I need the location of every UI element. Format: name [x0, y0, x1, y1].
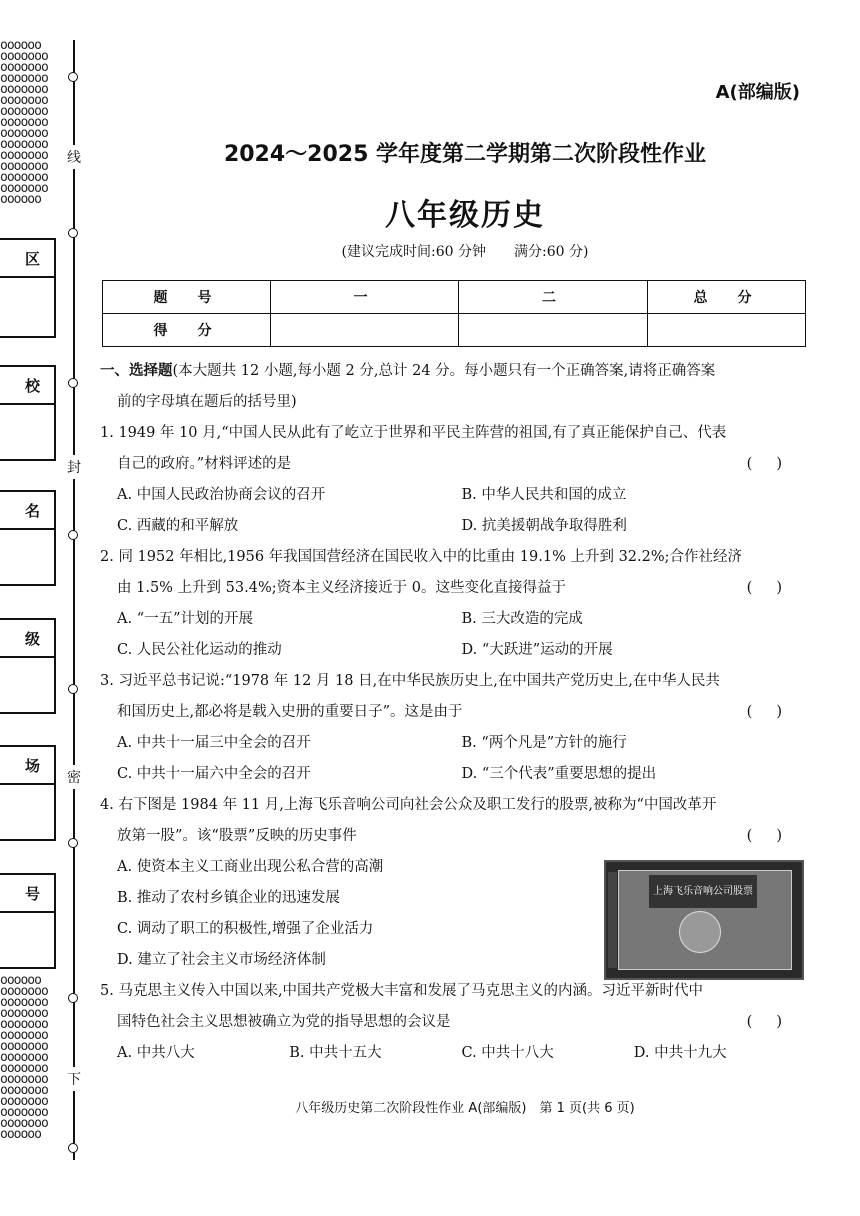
field-exam-room[interactable]	[0, 745, 56, 841]
question-2-options	[100, 635, 806, 666]
stock-image-caption: 上海飞乐音响公司股票	[649, 875, 757, 908]
stock-certificate-image	[604, 860, 804, 980]
option: B. 中华人民共和国的成立	[461, 487, 627, 503]
option: A. 中国人民政治协商会议的召开	[117, 487, 326, 503]
time-note: (建议完成时间:60 分钟 满分:60 分)	[341, 244, 589, 260]
answer-blank[interactable]: ()	[746, 1014, 806, 1030]
question-3-options	[100, 728, 806, 759]
answer-blank[interactable]: ()	[746, 704, 806, 720]
page-title: 2024～2025 学年度第二学期第二次阶段性作业	[223, 142, 707, 167]
table-row	[103, 314, 806, 347]
field-label: 号	[0, 875, 54, 913]
question-1-options	[100, 511, 806, 542]
table-cell: 一	[271, 281, 459, 314]
answer-blank[interactable]: ()	[746, 580, 806, 596]
option: D. 建立了社会主义市场经济体制	[117, 952, 326, 968]
field-district[interactable]	[0, 238, 56, 338]
option: D. 抗美援朝战争取得胜利	[461, 518, 627, 534]
option: A. 使资本主义工商业出现公私合营的高潮	[117, 859, 384, 875]
binding-char-feng: 封	[66, 455, 82, 479]
binding-circle	[68, 838, 78, 848]
score-cell[interactable]	[648, 314, 806, 347]
binding-dots-bottom: oooooo ooooooo ooooooo ooooooo ooooooo ooooooo ooooooo ooooooo ooooooo ooooooo ooooooo ooooooo ooooooo ooooooo oooooo	[0, 975, 48, 1142]
binding-char-xian: 线	[66, 145, 82, 169]
binding-circle	[68, 1143, 78, 1153]
option: C. 调动了职工的积极性,增强了企业活力	[117, 921, 374, 937]
subject-title: 八年级历史	[385, 198, 545, 233]
option: C. 中共十一届六中全会的召开	[117, 766, 311, 782]
field-number[interactable]	[0, 873, 56, 969]
option: C. 人民公社化运动的推动	[117, 642, 282, 658]
question-1-line: 1. 1949 年 10 月,“中国人民从此有了屹立于世界和平民主阵营的祖国,有了真正能保护自己、代表	[100, 425, 727, 441]
binding-dots-top: oooooo ooooooo ooooooo ooooooo ooooooo ooooooo ooooooo ooooooo ooooooo ooooooo ooooooo ooooooo ooooooo ooooooo oooooo	[0, 40, 48, 207]
field-label: 级	[0, 620, 54, 658]
question-4-line: 放第一股”。该“股票”反映的历史事件 ()	[100, 821, 806, 852]
binding-line	[73, 40, 75, 1160]
question-5-line: 国特色社会主义思想被确立为党的指导思想的会议是 ()	[100, 1007, 806, 1038]
option: A. “一五”计划的开展	[117, 611, 254, 627]
binding-char-mi: 密	[66, 765, 82, 789]
option: C. 中共十八大	[461, 1045, 554, 1061]
question-content	[100, 356, 806, 1069]
option: B. 推动了农村乡镇企业的迅速发展	[117, 890, 340, 906]
field-label: 场	[0, 747, 54, 785]
question-1-options	[100, 480, 806, 511]
question-3-options	[100, 759, 806, 790]
field-label: 区	[0, 240, 54, 278]
edition-label: A(部编版)	[715, 82, 800, 103]
option: C. 西藏的和平解放	[117, 518, 239, 534]
binding-char-xia: 下	[66, 1067, 82, 1091]
question-3-line: 3. 习近平总书记说:“1978 年 12 月 18 日,在中华民族历史上,在中国共产党历史上,在中华人民共	[100, 673, 720, 689]
question-3-line: 和国历史上,都必将是载入史册的重要日子”。这是由于 ()	[100, 697, 806, 728]
table-cell: 得 分	[103, 314, 271, 347]
section-title: 一、选择题	[100, 363, 173, 379]
option: B. 中共十五大	[289, 1045, 382, 1061]
option: B. “两个凡是”方针的施行	[461, 735, 627, 751]
question-4-options-block	[100, 852, 806, 976]
table-cell: 题 号	[103, 281, 271, 314]
table-cell: 总 分	[648, 281, 806, 314]
table-row	[103, 281, 806, 314]
field-name[interactable]	[0, 490, 56, 586]
question-2-options	[100, 604, 806, 635]
score-table	[102, 280, 806, 347]
binding-circle	[68, 993, 78, 1003]
option: B. 三大改造的完成	[461, 611, 583, 627]
binding-circle	[68, 684, 78, 694]
question-4-line: 4. 右下图是 1984 年 11 月,上海飞乐音响公司向社会公众及职工发行的股票,被称为“中国改革开	[100, 797, 717, 813]
page-footer: 八年级历史第二次阶段性作业 A(部编版) 第 1 页(共 6 页)	[295, 1101, 635, 1116]
field-class[interactable]	[0, 618, 56, 714]
score-cell[interactable]	[459, 314, 648, 347]
question-5-options	[100, 1038, 806, 1069]
option: D. 中共十九大	[633, 1045, 727, 1061]
answer-blank[interactable]: ()	[746, 828, 806, 844]
table-cell: 二	[459, 281, 648, 314]
answer-blank[interactable]: ()	[746, 456, 806, 472]
binding-circle	[68, 530, 78, 540]
section-header	[100, 356, 806, 387]
binding-circle	[68, 72, 78, 82]
section-instructions-cont: 前的字母填在题后的括号里)	[117, 394, 297, 410]
score-cell[interactable]	[271, 314, 459, 347]
field-school[interactable]	[0, 365, 56, 461]
question-5-line: 5. 马克思主义传入中国以来,中国共产党极大丰富和发展了马克思主义的内涵。习近平新时代中	[100, 983, 704, 999]
option: D. “三个代表”重要思想的提出	[461, 766, 657, 782]
option: A. 中共十一届三中全会的召开	[117, 735, 311, 751]
question-2-line: 2. 同 1952 年相比,1956 年我国国营经济在国民收入中的比重由 19.1% 上升到 32.2%;合作社经济	[100, 549, 743, 565]
seal-icon	[679, 911, 721, 953]
question-2-line: 由 1.5% 上升到 53.4%;资本主义经济接近于 0。这些变化直接得益于 ()	[100, 573, 806, 604]
question-1-line: 自己的政府。”材料评述的是 ()	[100, 449, 806, 480]
binding-circle	[68, 228, 78, 238]
option: D. “大跃进”运动的开展	[461, 642, 613, 658]
section-instructions: (本大题共 12 小题,每小题 2 分,总计 24 分。每小题只有一个正确答案,请将正确答案	[172, 363, 716, 379]
option: A. 中共八大	[117, 1045, 195, 1061]
field-label: 名	[0, 492, 54, 530]
field-label: 校	[0, 367, 54, 405]
binding-circle	[68, 378, 78, 388]
